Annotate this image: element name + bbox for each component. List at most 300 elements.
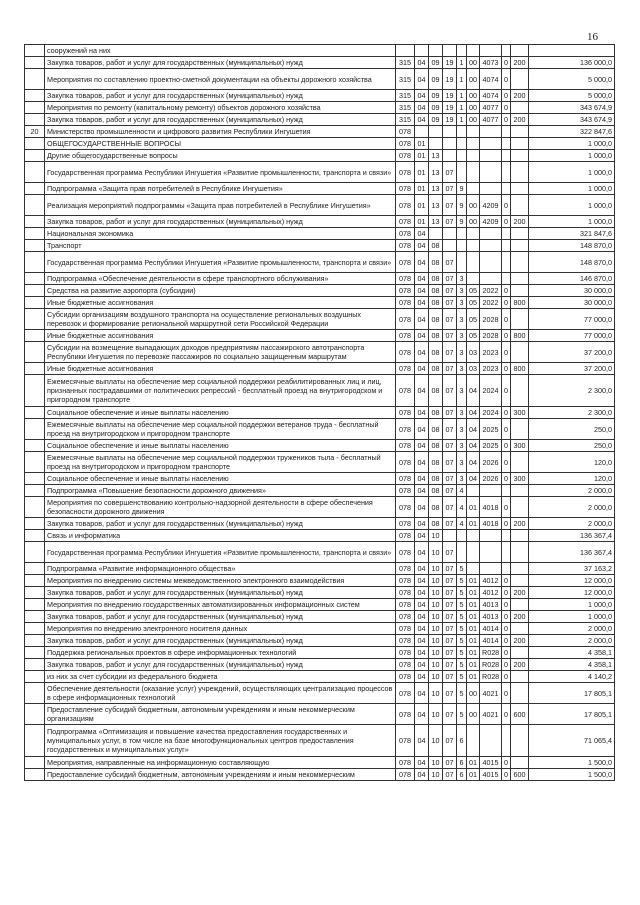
section-cell: 04	[415, 563, 429, 575]
subprogram-cell: 3	[457, 375, 467, 407]
program-cell: 07	[443, 285, 457, 297]
event-cell: 00	[467, 90, 480, 102]
direction-cell: 4012	[480, 587, 502, 599]
subprogram-cell: 1	[457, 57, 467, 69]
direction-cell: 2023	[480, 342, 502, 363]
program-cell: 07	[443, 497, 457, 518]
event-cell	[467, 240, 480, 252]
code-cell: 0	[502, 452, 511, 473]
program-cell	[443, 45, 457, 57]
grbs-cell: 078	[396, 330, 415, 342]
amount-cell: 136 367,4	[529, 542, 615, 563]
table-row	[25, 375, 615, 407]
row-number-cell	[25, 473, 45, 485]
program-cell: 07	[443, 635, 457, 647]
row-number-cell	[25, 485, 45, 497]
subsection-cell: 08	[429, 419, 443, 440]
event-cell: 01	[467, 599, 480, 611]
code-cell	[502, 485, 511, 497]
event-cell	[467, 183, 480, 195]
code-cell	[502, 228, 511, 240]
program-cell: 07	[443, 473, 457, 485]
event-cell: 04	[467, 452, 480, 473]
table-row	[25, 138, 615, 150]
event-cell	[467, 150, 480, 162]
program-cell: 07	[443, 485, 457, 497]
direction-cell	[480, 563, 502, 575]
expense-type-cell	[511, 240, 529, 252]
row-number-cell	[25, 530, 45, 542]
code-cell: 0	[502, 635, 511, 647]
table-row	[25, 162, 615, 183]
grbs-cell: 078	[396, 195, 415, 216]
row-number-cell	[25, 611, 45, 623]
amount-cell: 1 000,0	[529, 138, 615, 150]
subprogram-cell	[457, 542, 467, 563]
subsection-cell: 08	[429, 518, 443, 530]
table-row	[25, 599, 615, 611]
event-cell: 01	[467, 587, 480, 599]
direction-cell	[480, 138, 502, 150]
expense-type-cell: 200	[511, 587, 529, 599]
code-cell: 0	[502, 297, 511, 309]
row-name-cell: Мероприятия по внедрению государственных автоматизированных информационных систем	[45, 599, 396, 611]
code-cell	[502, 252, 511, 273]
table-row	[25, 518, 615, 530]
subprogram-cell: 4	[457, 518, 467, 530]
event-cell	[467, 563, 480, 575]
row-name-cell: Подпрограмма «Развитие информационного общества»	[45, 563, 396, 575]
direction-cell: 4018	[480, 518, 502, 530]
amount-cell: 5 000,0	[529, 90, 615, 102]
direction-cell: 4074	[480, 69, 502, 90]
expense-type-cell	[511, 485, 529, 497]
expense-type-cell	[511, 671, 529, 683]
section-cell: 04	[415, 228, 429, 240]
row-number-cell	[25, 330, 45, 342]
subprogram-cell: 5	[457, 575, 467, 587]
program-cell: 07	[443, 183, 457, 195]
expense-type-cell	[511, 725, 529, 757]
subprogram-cell: 3	[457, 285, 467, 297]
grbs-cell: 315	[396, 57, 415, 69]
event-cell: 01	[467, 518, 480, 530]
page-number: 16	[587, 31, 598, 43]
event-cell: 04	[467, 375, 480, 407]
subsection-cell: 08	[429, 285, 443, 297]
grbs-cell: 078	[396, 240, 415, 252]
direction-cell	[480, 150, 502, 162]
row-number-cell	[25, 216, 45, 228]
grbs-cell: 078	[396, 216, 415, 228]
subprogram-cell	[457, 45, 467, 57]
expense-type-cell	[511, 252, 529, 273]
program-cell: 19	[443, 69, 457, 90]
direction-cell: 4073	[480, 57, 502, 69]
code-cell: 0	[502, 342, 511, 363]
program-cell: 07	[443, 518, 457, 530]
row-name-cell: Закупка товаров, работ и услуг для государственных (муниципальных) нужд	[45, 90, 396, 102]
expense-type-cell	[511, 285, 529, 297]
program-cell: 07	[443, 623, 457, 635]
row-number-cell	[25, 769, 45, 781]
amount-cell: 1 500,0	[529, 757, 615, 769]
code-cell	[502, 725, 511, 757]
code-cell: 0	[502, 419, 511, 440]
amount-cell: 2 000,0	[529, 518, 615, 530]
table-row	[25, 683, 615, 704]
section-cell: 01	[415, 150, 429, 162]
expense-type-cell: 200	[511, 114, 529, 126]
amount-cell: 2 300,0	[529, 375, 615, 407]
row-number-cell	[25, 419, 45, 440]
event-cell: 01	[467, 635, 480, 647]
amount-cell: 120,0	[529, 473, 615, 485]
code-cell: 0	[502, 683, 511, 704]
section-cell: 04	[415, 587, 429, 599]
subprogram-cell: 5	[457, 563, 467, 575]
subprogram-cell: 3	[457, 342, 467, 363]
code-cell: 0	[502, 623, 511, 635]
table-row	[25, 419, 615, 440]
row-number-cell	[25, 309, 45, 330]
program-cell: 07	[443, 704, 457, 725]
subprogram-cell	[457, 240, 467, 252]
row-name-cell: Закупка товаров, работ и услуг для государственных (муниципальных) нужд	[45, 114, 396, 126]
expense-type-cell	[511, 575, 529, 587]
grbs-cell: 078	[396, 623, 415, 635]
code-cell: 0	[502, 195, 511, 216]
table-row	[25, 297, 615, 309]
code-cell	[502, 183, 511, 195]
row-name-cell: Реализация мероприятий подпрограммы «Защита прав потребителей в Республике Ингушетия»	[45, 195, 396, 216]
program-cell: 07	[443, 330, 457, 342]
amount-cell: 250,0	[529, 419, 615, 440]
row-name-cell: Государственная программа Республики Ингушетия «Развитие промышленности, транспорта и связи»	[45, 252, 396, 273]
amount-cell: 148 870,0	[529, 252, 615, 273]
direction-cell: 2022	[480, 297, 502, 309]
row-name-cell: Средства на развитие аэропорта (субсидии)	[45, 285, 396, 297]
row-name-cell: Транспорт	[45, 240, 396, 252]
grbs-cell: 078	[396, 309, 415, 330]
code-cell: 0	[502, 407, 511, 419]
subsection-cell	[429, 45, 443, 57]
amount-cell: 71 065,4	[529, 725, 615, 757]
event-cell	[467, 45, 480, 57]
direction-cell: 2025	[480, 440, 502, 452]
code-cell	[502, 45, 511, 57]
row-number-cell	[25, 138, 45, 150]
section-cell: 04	[415, 240, 429, 252]
amount-cell: 4 358,1	[529, 647, 615, 659]
subsection-cell: 10	[429, 542, 443, 563]
subprogram-cell: 1	[457, 114, 467, 126]
program-cell	[443, 138, 457, 150]
code-cell: 0	[502, 309, 511, 330]
row-name-cell: Иные бюджетные ассигнования	[45, 297, 396, 309]
row-number-cell	[25, 659, 45, 671]
program-cell: 07	[443, 769, 457, 781]
direction-cell	[480, 273, 502, 285]
subsection-cell: 08	[429, 497, 443, 518]
grbs-cell: 315	[396, 114, 415, 126]
subprogram-cell: 5	[457, 671, 467, 683]
section-cell	[415, 45, 429, 57]
section-cell: 01	[415, 138, 429, 150]
grbs-cell: 078	[396, 150, 415, 162]
program-cell: 07	[443, 375, 457, 407]
section-cell: 04	[415, 623, 429, 635]
expense-type-cell: 300	[511, 407, 529, 419]
table-row	[25, 635, 615, 647]
table-row	[25, 440, 615, 452]
section-cell: 04	[415, 419, 429, 440]
subsection-cell: 10	[429, 563, 443, 575]
subprogram-cell: 3	[457, 473, 467, 485]
expense-type-cell: 200	[511, 611, 529, 623]
code-cell	[502, 530, 511, 542]
subsection-cell: 08	[429, 363, 443, 375]
row-name-cell: Иные бюджетные ассигнования	[45, 363, 396, 375]
row-number-cell	[25, 228, 45, 240]
event-cell	[467, 252, 480, 273]
section-cell	[415, 126, 429, 138]
table-row	[25, 228, 615, 240]
code-cell: 0	[502, 473, 511, 485]
subsection-cell: 09	[429, 90, 443, 102]
subsection-cell: 10	[429, 671, 443, 683]
table-row	[25, 150, 615, 162]
subprogram-cell: 6	[457, 769, 467, 781]
program-cell: 19	[443, 90, 457, 102]
row-name-cell: Закупка товаров, работ и услуг для государственных (муниципальных) нужд	[45, 216, 396, 228]
row-name-cell: сооружений на них	[45, 45, 396, 57]
section-cell: 04	[415, 704, 429, 725]
row-number-cell	[25, 518, 45, 530]
event-cell: 00	[467, 683, 480, 704]
row-name-cell: Государственная программа Республики Ингушетия «Развитие промышленности, транспорта и связи»	[45, 162, 396, 183]
grbs-cell: 078	[396, 228, 415, 240]
event-cell	[467, 162, 480, 183]
program-cell: 07	[443, 363, 457, 375]
amount-cell: 12 000,0	[529, 575, 615, 587]
code-cell: 0	[502, 57, 511, 69]
direction-cell: 4209	[480, 195, 502, 216]
amount-cell: 1 000,0	[529, 195, 615, 216]
amount-cell: 37 200,0	[529, 342, 615, 363]
row-name-cell: Предоставление субсидий бюджетным, автономным учреждениям и иным некоммерческим	[45, 769, 396, 781]
subsection-cell: 08	[429, 473, 443, 485]
section-cell: 04	[415, 363, 429, 375]
expense-type-cell: 200	[511, 659, 529, 671]
program-cell: 07	[443, 575, 457, 587]
event-cell: 01	[467, 659, 480, 671]
subprogram-cell: 3	[457, 273, 467, 285]
expense-type-cell	[511, 452, 529, 473]
grbs-cell: 078	[396, 273, 415, 285]
direction-cell	[480, 126, 502, 138]
amount-cell: 12 000,0	[529, 587, 615, 599]
row-number-cell	[25, 440, 45, 452]
direction-cell: R028	[480, 671, 502, 683]
row-number-cell	[25, 375, 45, 407]
grbs-cell: 078	[396, 407, 415, 419]
row-number-cell	[25, 497, 45, 518]
event-cell: 05	[467, 285, 480, 297]
event-cell: 00	[467, 216, 480, 228]
code-cell: 0	[502, 90, 511, 102]
subprogram-cell: 5	[457, 659, 467, 671]
row-name-cell: Подпрограмма «Обеспечение деятельности в сфере транспортного обслуживания»	[45, 273, 396, 285]
table-row	[25, 659, 615, 671]
event-cell: 03	[467, 363, 480, 375]
program-cell: 19	[443, 57, 457, 69]
row-name-cell: Министерство промышленности и цифрового развития Республики Ингушетия	[45, 126, 396, 138]
row-number-cell	[25, 671, 45, 683]
row-number-cell	[25, 575, 45, 587]
amount-cell: 1 000,0	[529, 216, 615, 228]
direction-cell	[480, 530, 502, 542]
table-row	[25, 473, 615, 485]
event-cell: 01	[467, 575, 480, 587]
amount-cell: 1 000,0	[529, 599, 615, 611]
row-number-cell	[25, 285, 45, 297]
amount-cell: 77 000,0	[529, 330, 615, 342]
section-cell: 01	[415, 162, 429, 183]
row-name-cell: Ежемесячные выплаты на обеспечение мер социальной поддержки ветеранов труда - бесплатный проезд на внутригородском и пригородном транспорте	[45, 419, 396, 440]
expense-type-cell	[511, 563, 529, 575]
subsection-cell: 09	[429, 69, 443, 90]
event-cell	[467, 126, 480, 138]
subsection-cell: 08	[429, 297, 443, 309]
section-cell: 04	[415, 452, 429, 473]
expense-type-cell	[511, 309, 529, 330]
event-cell	[467, 542, 480, 563]
subsection-cell: 10	[429, 647, 443, 659]
grbs-cell: 078	[396, 725, 415, 757]
row-name-cell: Закупка товаров, работ и услуг для государственных (муниципальных) нужд	[45, 57, 396, 69]
grbs-cell: 315	[396, 102, 415, 114]
grbs-cell: 078	[396, 375, 415, 407]
row-number-cell	[25, 683, 45, 704]
direction-cell: 4013	[480, 611, 502, 623]
table-row	[25, 363, 615, 375]
grbs-cell: 315	[396, 90, 415, 102]
table-row	[25, 273, 615, 285]
amount-cell: 4 140,2	[529, 671, 615, 683]
event-cell	[467, 228, 480, 240]
program-cell: 07	[443, 563, 457, 575]
table-row	[25, 542, 615, 563]
amount-cell: 322 847,6	[529, 126, 615, 138]
amount-cell: 2 000,0	[529, 497, 615, 518]
expense-type-cell	[511, 497, 529, 518]
grbs-cell: 078	[396, 419, 415, 440]
subsection-cell: 08	[429, 485, 443, 497]
section-cell: 04	[415, 757, 429, 769]
direction-cell: 2024	[480, 407, 502, 419]
row-number-cell	[25, 587, 45, 599]
amount-cell	[529, 45, 615, 57]
section-cell: 04	[415, 285, 429, 297]
row-name-cell: Подпрограмма «Оптимизация и повышение качества предоставления государственных и муниципальных услуг, в том числе на базе многофункциональных центров предоставления государственных и муниципальных услуг»	[45, 725, 396, 757]
subsection-cell: 08	[429, 330, 443, 342]
section-cell: 04	[415, 309, 429, 330]
grbs-cell: 078	[396, 671, 415, 683]
direction-cell	[480, 485, 502, 497]
direction-cell: 2026	[480, 473, 502, 485]
budget-table	[24, 44, 615, 781]
subprogram-cell: 6	[457, 725, 467, 757]
expense-type-cell: 200	[511, 216, 529, 228]
expense-type-cell	[511, 162, 529, 183]
table-row	[25, 725, 615, 757]
subsection-cell: 08	[429, 252, 443, 273]
event-cell: 00	[467, 704, 480, 725]
table-row	[25, 309, 615, 330]
table-row	[25, 114, 615, 126]
subprogram-cell	[457, 150, 467, 162]
row-number-cell	[25, 69, 45, 90]
event-cell	[467, 273, 480, 285]
amount-cell: 146 870,0	[529, 273, 615, 285]
section-cell: 04	[415, 375, 429, 407]
row-name-cell: Закупка товаров, работ и услуг для государственных (муниципальных) нужд	[45, 635, 396, 647]
table-row	[25, 102, 615, 114]
amount-cell: 120,0	[529, 452, 615, 473]
grbs-cell: 078	[396, 659, 415, 671]
code-cell: 0	[502, 575, 511, 587]
grbs-cell: 078	[396, 485, 415, 497]
code-cell: 0	[502, 769, 511, 781]
row-name-cell: Предоставление субсидий бюджетным, автономным учреждениям и иным некоммерческим организациям	[45, 704, 396, 725]
event-cell: 00	[467, 195, 480, 216]
expense-type-cell: 600	[511, 704, 529, 725]
row-number-cell	[25, 162, 45, 183]
direction-cell: 2024	[480, 375, 502, 407]
subsection-cell	[429, 138, 443, 150]
program-cell	[443, 150, 457, 162]
event-cell: 01	[467, 497, 480, 518]
row-number-cell	[25, 704, 45, 725]
table-row	[25, 45, 615, 57]
expense-type-cell: 800	[511, 330, 529, 342]
row-name-cell: Мероприятия, направленные на информационную составляющую	[45, 757, 396, 769]
amount-cell: 250,0	[529, 440, 615, 452]
code-cell: 0	[502, 611, 511, 623]
expense-type-cell	[511, 102, 529, 114]
code-cell: 0	[502, 671, 511, 683]
event-cell: 04	[467, 407, 480, 419]
program-cell: 07	[443, 309, 457, 330]
amount-cell: 321 847,6	[529, 228, 615, 240]
table-row	[25, 611, 615, 623]
event-cell: 05	[467, 330, 480, 342]
amount-cell: 343 674,9	[529, 102, 615, 114]
program-cell: 07	[443, 587, 457, 599]
code-cell	[502, 162, 511, 183]
expense-type-cell	[511, 69, 529, 90]
amount-cell: 1 000,0	[529, 611, 615, 623]
section-cell: 04	[415, 725, 429, 757]
row-number-cell	[25, 273, 45, 285]
row-name-cell: Закупка товаров, работ и услуг для государственных (муниципальных) нужд	[45, 659, 396, 671]
expense-type-cell: 600	[511, 769, 529, 781]
event-cell: 01	[467, 611, 480, 623]
expense-type-cell	[511, 757, 529, 769]
table-row	[25, 704, 615, 725]
code-cell: 0	[502, 69, 511, 90]
